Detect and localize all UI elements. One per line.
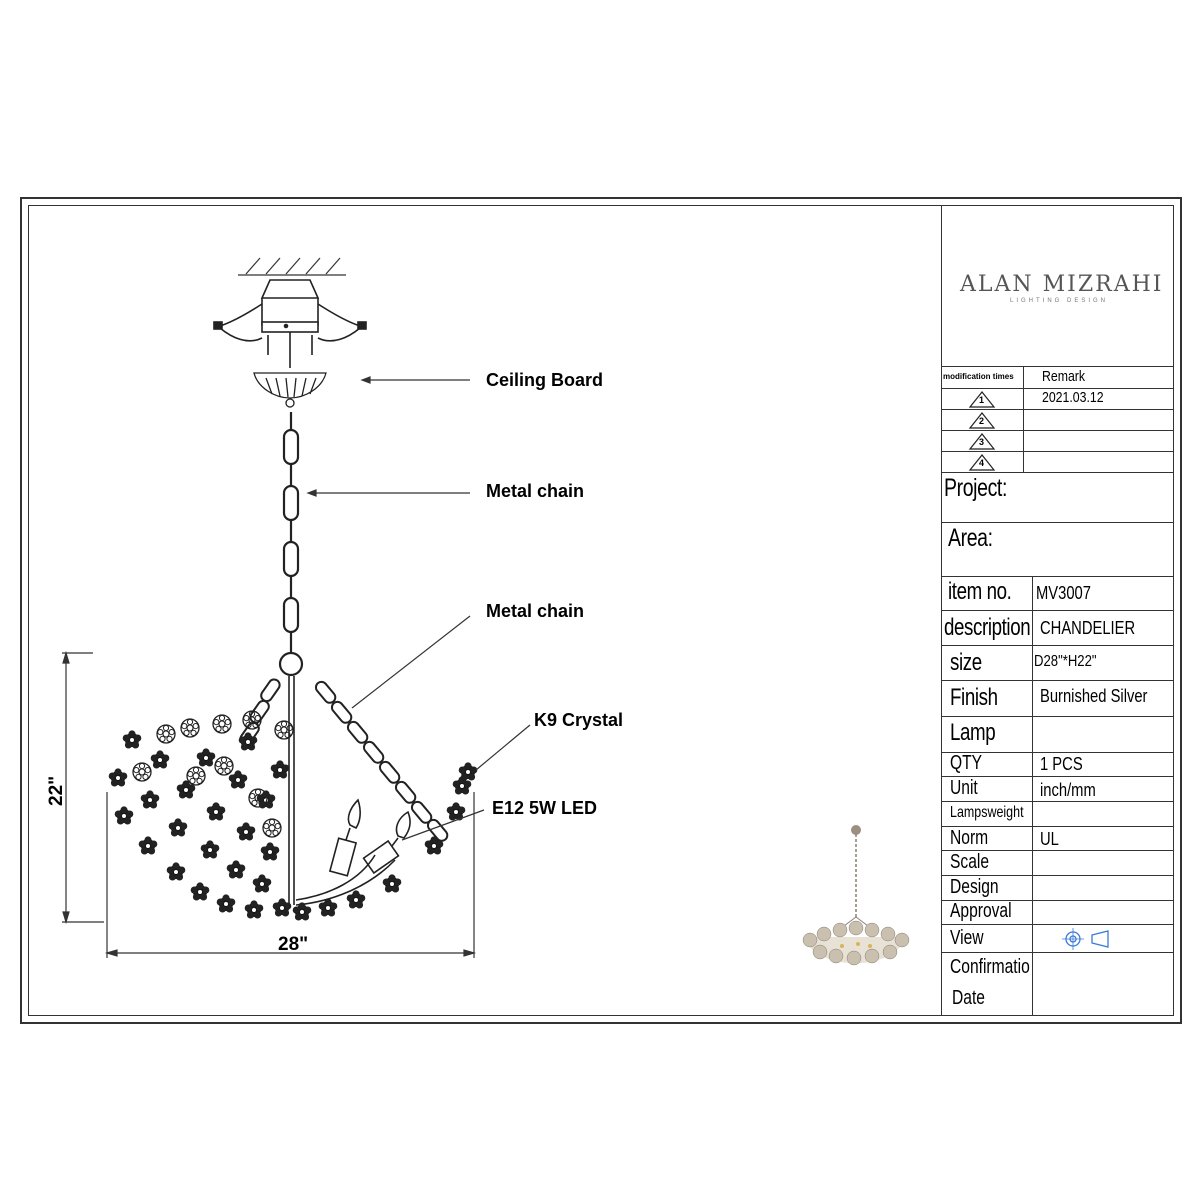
item-no-label: item no.	[948, 578, 1012, 605]
dimension-height: 22"	[46, 775, 67, 806]
description-value: CHANDELIER	[1040, 618, 1136, 638]
size-value: D28"*H22"	[1034, 653, 1097, 670]
finish-value: Burnished Silver	[1040, 686, 1148, 706]
dimension-width: 28"	[278, 934, 309, 955]
revision-remark: 2021.03.12	[1042, 389, 1104, 406]
callout-metal-chain-top: Metal chain	[486, 481, 585, 501]
chandelier-photo	[796, 822, 914, 992]
project-label: Project:	[944, 474, 1007, 502]
view-label: View	[950, 927, 984, 949]
size-label: size	[950, 649, 982, 676]
revision-header-label: modification times	[943, 372, 1014, 381]
third-angle-projection-icon	[1062, 928, 1122, 950]
norm-label: Norm	[950, 827, 989, 849]
ceiling-canopy	[254, 373, 326, 407]
qty-value: 1 PCS	[1040, 754, 1083, 774]
brand-logo-tagline: LIGHTING DESIGN	[1010, 298, 1109, 304]
callout-ceiling-board: Ceiling Board	[486, 370, 604, 390]
candle-bulbs	[330, 800, 410, 876]
crystal-flowers	[109, 711, 478, 921]
item-no-value: MV3007	[1036, 583, 1091, 603]
area-label: Area:	[948, 524, 993, 552]
lamp-label: Lamp	[950, 719, 996, 746]
unit-value: inch/mm	[1040, 780, 1096, 800]
revision-header-remark: Remark	[1042, 368, 1086, 385]
design-label: Design	[950, 876, 999, 898]
branch-chains	[238, 677, 449, 843]
approval-label: Approval	[950, 900, 1012, 922]
revision-no: 3	[979, 437, 985, 447]
callout-metal-chain-arm: Metal chain	[486, 601, 585, 621]
main-chain	[280, 412, 302, 675]
revision-no: 2	[979, 416, 985, 426]
revision-no: 4	[979, 458, 985, 468]
finish-label: Finish	[950, 684, 998, 711]
scale-label: Scale	[950, 851, 990, 873]
callout-k9-crystal: K9 Crystal	[534, 710, 624, 730]
brand-logo-name: ALAN MIZRAHI	[960, 272, 1164, 297]
center-stem	[289, 676, 395, 905]
lampsweight-label: Lampsweight	[950, 804, 1024, 821]
date-label: Date	[952, 987, 985, 1009]
norm-value: UL	[1040, 829, 1059, 849]
callout-bulb: E12 5W LED	[492, 798, 598, 818]
revision-no: 1	[979, 395, 985, 405]
ceiling-hatch	[238, 258, 346, 275]
description-label: description	[944, 614, 1031, 641]
mounting-bracket	[214, 280, 366, 368]
qty-label: QTY	[950, 752, 983, 774]
unit-label: Unit	[950, 777, 978, 799]
confirmation-label: Confirmatio	[950, 956, 1030, 978]
